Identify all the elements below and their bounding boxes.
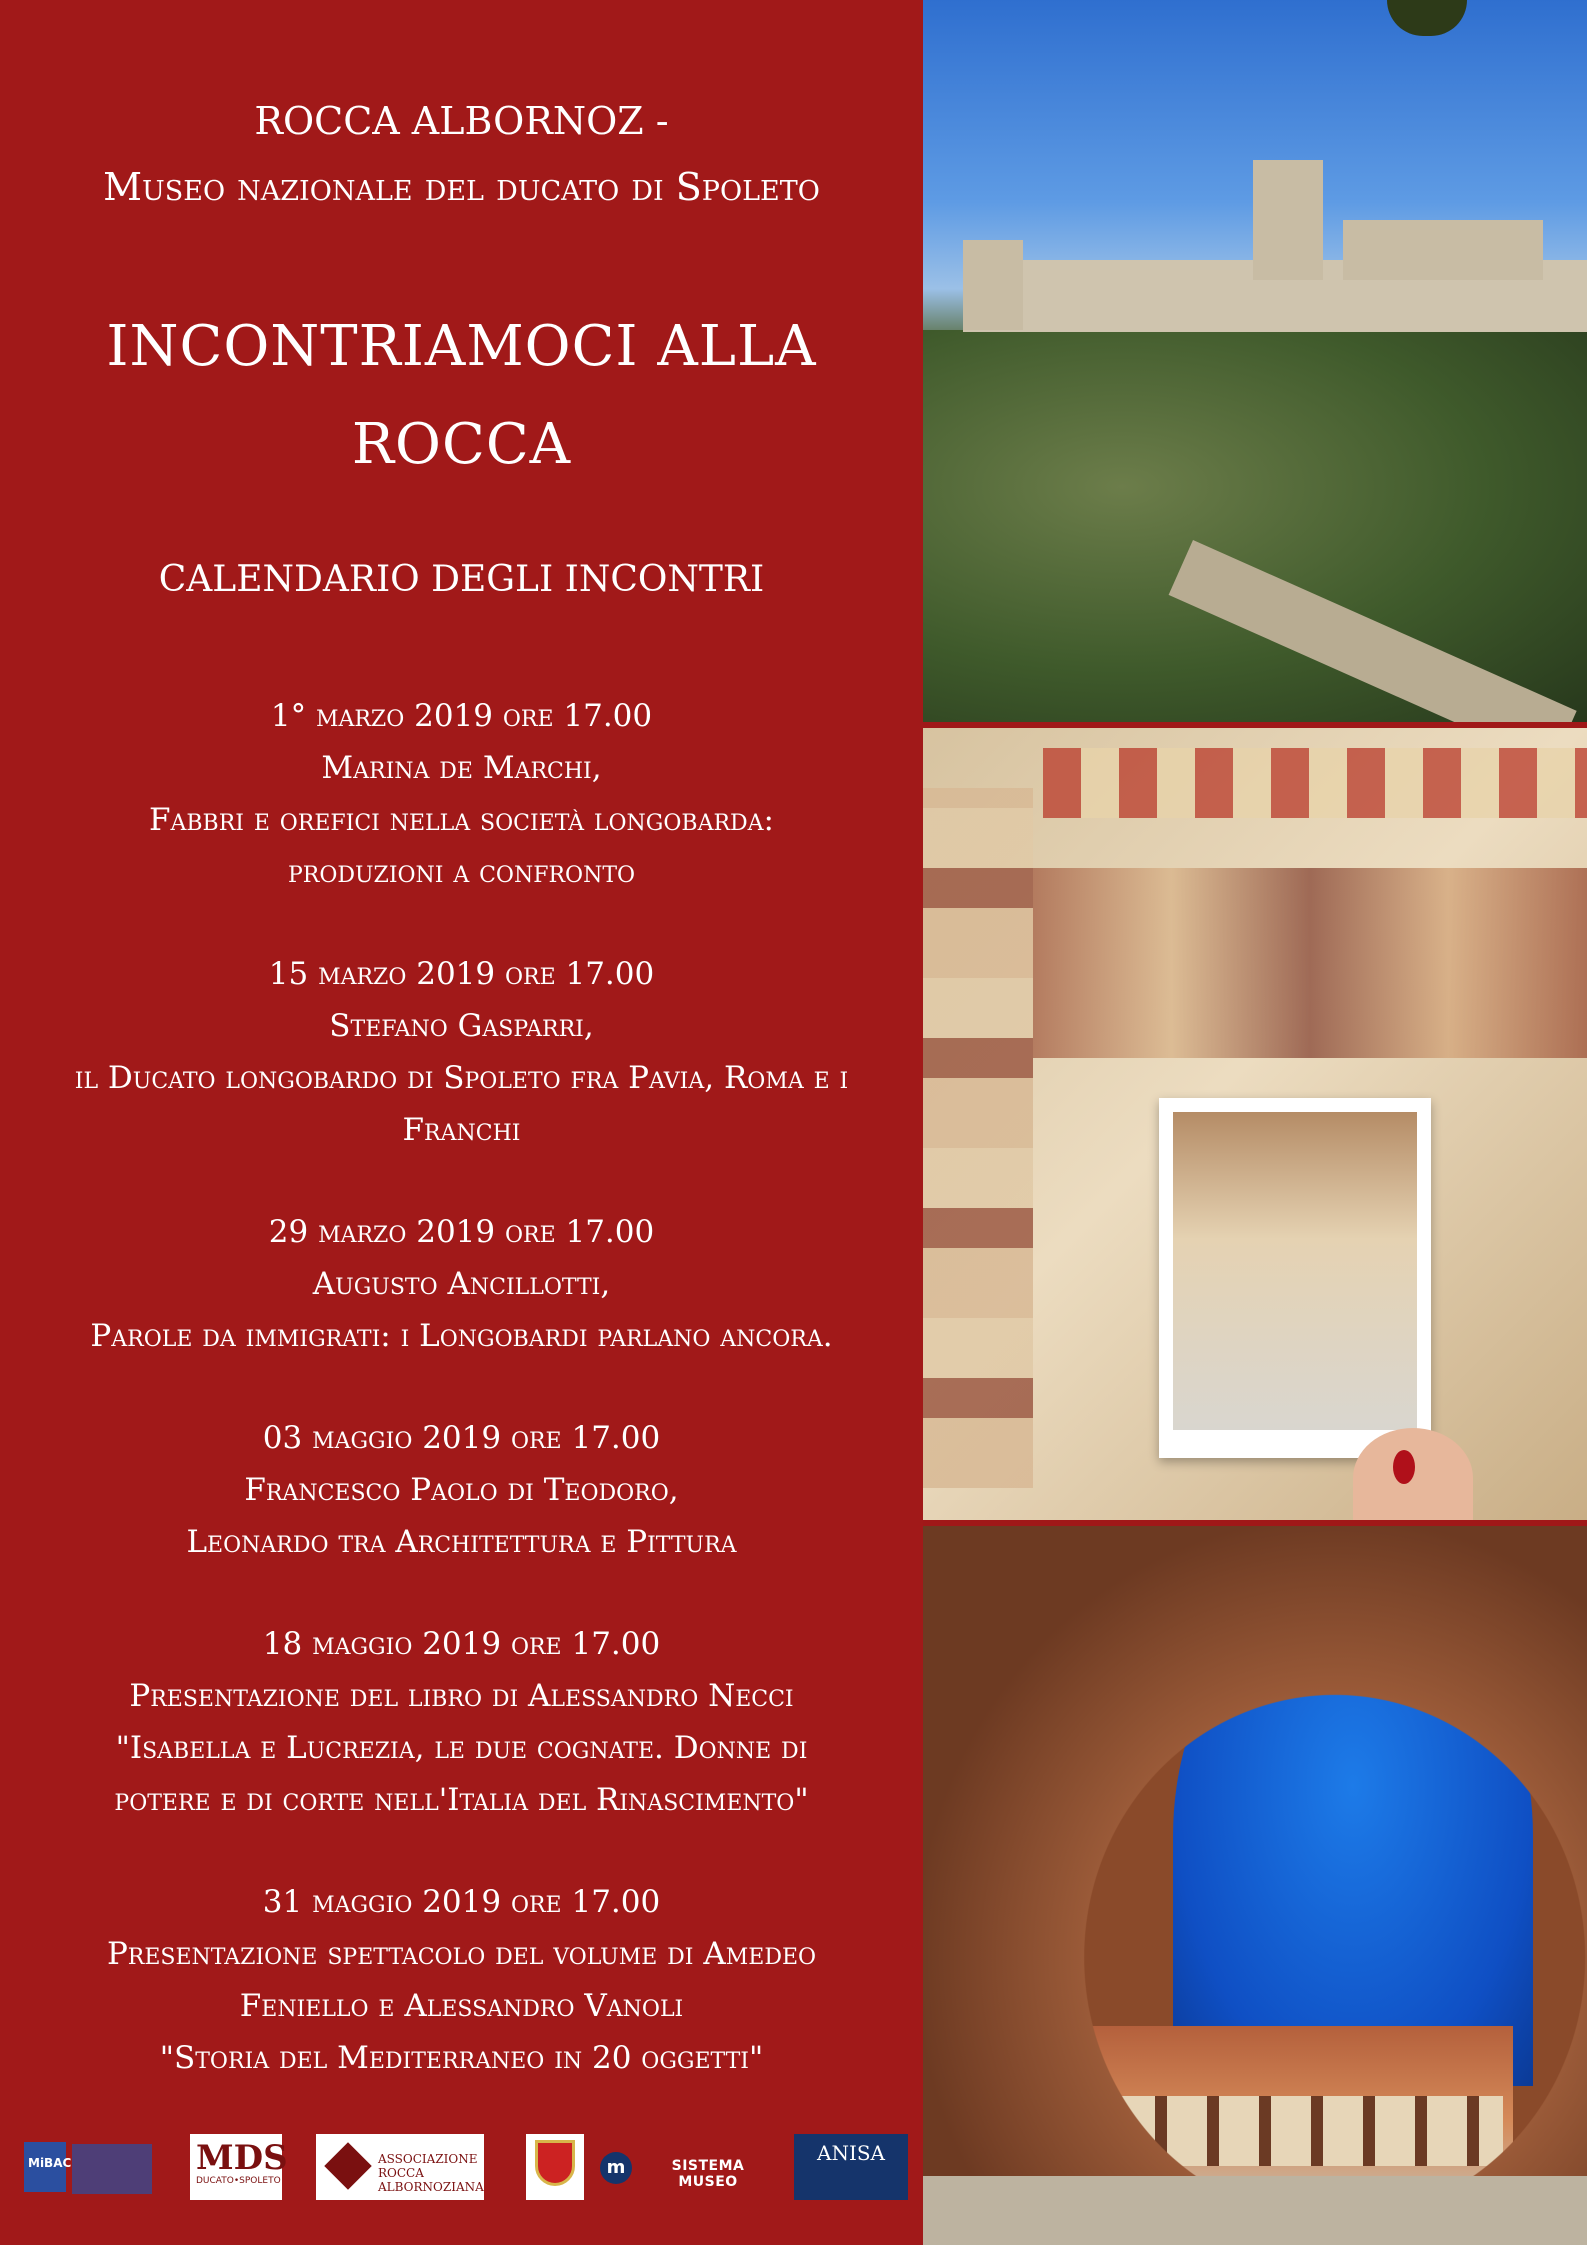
- mibac-label: MiBAC: [28, 2156, 72, 2170]
- event-date: 15 marzo 2019 ore 17.00: [268, 956, 655, 992]
- ara-line-1: ASSOCIAZIONE: [378, 2152, 478, 2166]
- event-item: [0, 1618, 923, 1826]
- event-title: [0, 298, 923, 494]
- fortress-tower: [963, 240, 1023, 330]
- title-line-2: ROCCA: [351, 412, 572, 477]
- fresco-painting: [1033, 868, 1587, 1058]
- event-speaker: Presentazione spettacolo del volume di Amedeo: [106, 1936, 817, 1972]
- events-list: [0, 690, 923, 2084]
- fresco-frieze: [1043, 748, 1587, 818]
- event-item: [0, 1412, 923, 1568]
- brick-arch-frame: [923, 1526, 1587, 2245]
- fresco-wall-left: [923, 788, 1033, 1488]
- fortress-tower: [1253, 160, 1323, 280]
- museo-ducato-logo: [190, 2134, 288, 2200]
- title-line-1: INCONTRIAMOCI ALLA: [106, 314, 817, 379]
- sponsor-logos: [0, 2120, 923, 2230]
- red-nail: [1393, 1450, 1415, 1484]
- mds-caption: DUCATO•SPOLETO: [196, 2176, 281, 2186]
- header-line-2: Museo nazionale del ducato di Spoleto: [103, 165, 820, 209]
- event-topic: Fabbri e orefici nella società longobarda:: [148, 802, 774, 838]
- event-speaker: Presentazione del libro di Alessandro Necci: [129, 1678, 794, 1714]
- anisa-logo: [794, 2134, 908, 2200]
- event-speaker: Marina de Marchi,: [321, 750, 602, 786]
- diamond-icon: [324, 2142, 372, 2190]
- event-topic: Parole da immigrati: i Longobardi parlano ancora.: [90, 1318, 833, 1354]
- mibac-logo: [24, 2134, 164, 2200]
- event-topic: Feniello e Alessandro Vanoli: [239, 1988, 684, 2024]
- event-topic: "Isabella e Lucrezia, le due cognate. Donne di: [115, 1730, 808, 1766]
- event-topic: il Ducato longobardo di Spoleto fra Pavia, Roma e i: [74, 1060, 849, 1096]
- associazione-rocca-logo: [316, 2134, 484, 2200]
- event-date: 18 maggio 2019 ore 17.00: [262, 1626, 661, 1662]
- balcony-parapet: [923, 2176, 1587, 2245]
- postcard-image: [1173, 1112, 1417, 1430]
- header-line-1: ROCCA ALBORNOZ -: [254, 99, 669, 143]
- event-topic: produzioni a confronto: [287, 854, 636, 890]
- anisa-subtext: [800, 2166, 902, 2175]
- sistema-museo-logo: [600, 2134, 776, 2200]
- comune-spoleto-logo: [526, 2134, 584, 2200]
- fortress-photo: [923, 0, 1587, 722]
- sistema-museo-icon: m: [600, 2152, 632, 2184]
- mds-mark: MDS: [196, 2138, 288, 2178]
- event-date: 1° marzo 2019 ore 17.00: [270, 698, 653, 734]
- event-topic: "Storia del Mediterraneo in 20 oggetti": [159, 2040, 764, 2076]
- event-item: [0, 1876, 923, 2084]
- event-date: 29 marzo 2019 ore 17.00: [268, 1214, 655, 1250]
- calendar-subtitle: CALENDARIO DEGLI INCONTRI: [158, 559, 765, 600]
- fresco-room-photo: [923, 728, 1587, 1520]
- event-speaker: Francesco Paolo di Teodoro,: [244, 1472, 679, 1508]
- event-item: [0, 948, 923, 1156]
- postcard-photo: [1159, 1098, 1431, 1458]
- event-speaker: Augusto Ancillotti,: [312, 1266, 611, 1302]
- mibac-text-block: [72, 2144, 152, 2194]
- event-topic: potere e di corte nell'Italia del Rinascimento": [114, 1782, 809, 1818]
- sistema-museo-label: SISTEMA MUSEO: [671, 2158, 745, 2190]
- event-topic: Leonardo tra Architettura e Pittura: [186, 1524, 737, 1560]
- event-topic: Franchi: [402, 1112, 521, 1148]
- ara-label: [378, 2152, 484, 2194]
- courtyard-photo: [923, 1526, 1587, 2245]
- coat-of-arms-icon: [535, 2140, 575, 2186]
- fortress-building: [1343, 220, 1543, 280]
- photo-column: [923, 0, 1587, 2245]
- event-item: [0, 1206, 923, 1362]
- event-date: 03 maggio 2019 ore 17.00: [262, 1420, 661, 1456]
- event-item: [0, 690, 923, 898]
- hillside: [923, 330, 1587, 722]
- tree-branch: [1387, 0, 1467, 36]
- anisa-label: ANISA: [817, 2141, 885, 2165]
- header: [0, 88, 923, 220]
- event-date: 31 maggio 2019 ore 17.00: [262, 1884, 661, 1920]
- ara-line-2: ROCCA ALBORNOZIANA: [378, 2166, 484, 2194]
- event-speaker: Stefano Gasparri,: [329, 1008, 594, 1044]
